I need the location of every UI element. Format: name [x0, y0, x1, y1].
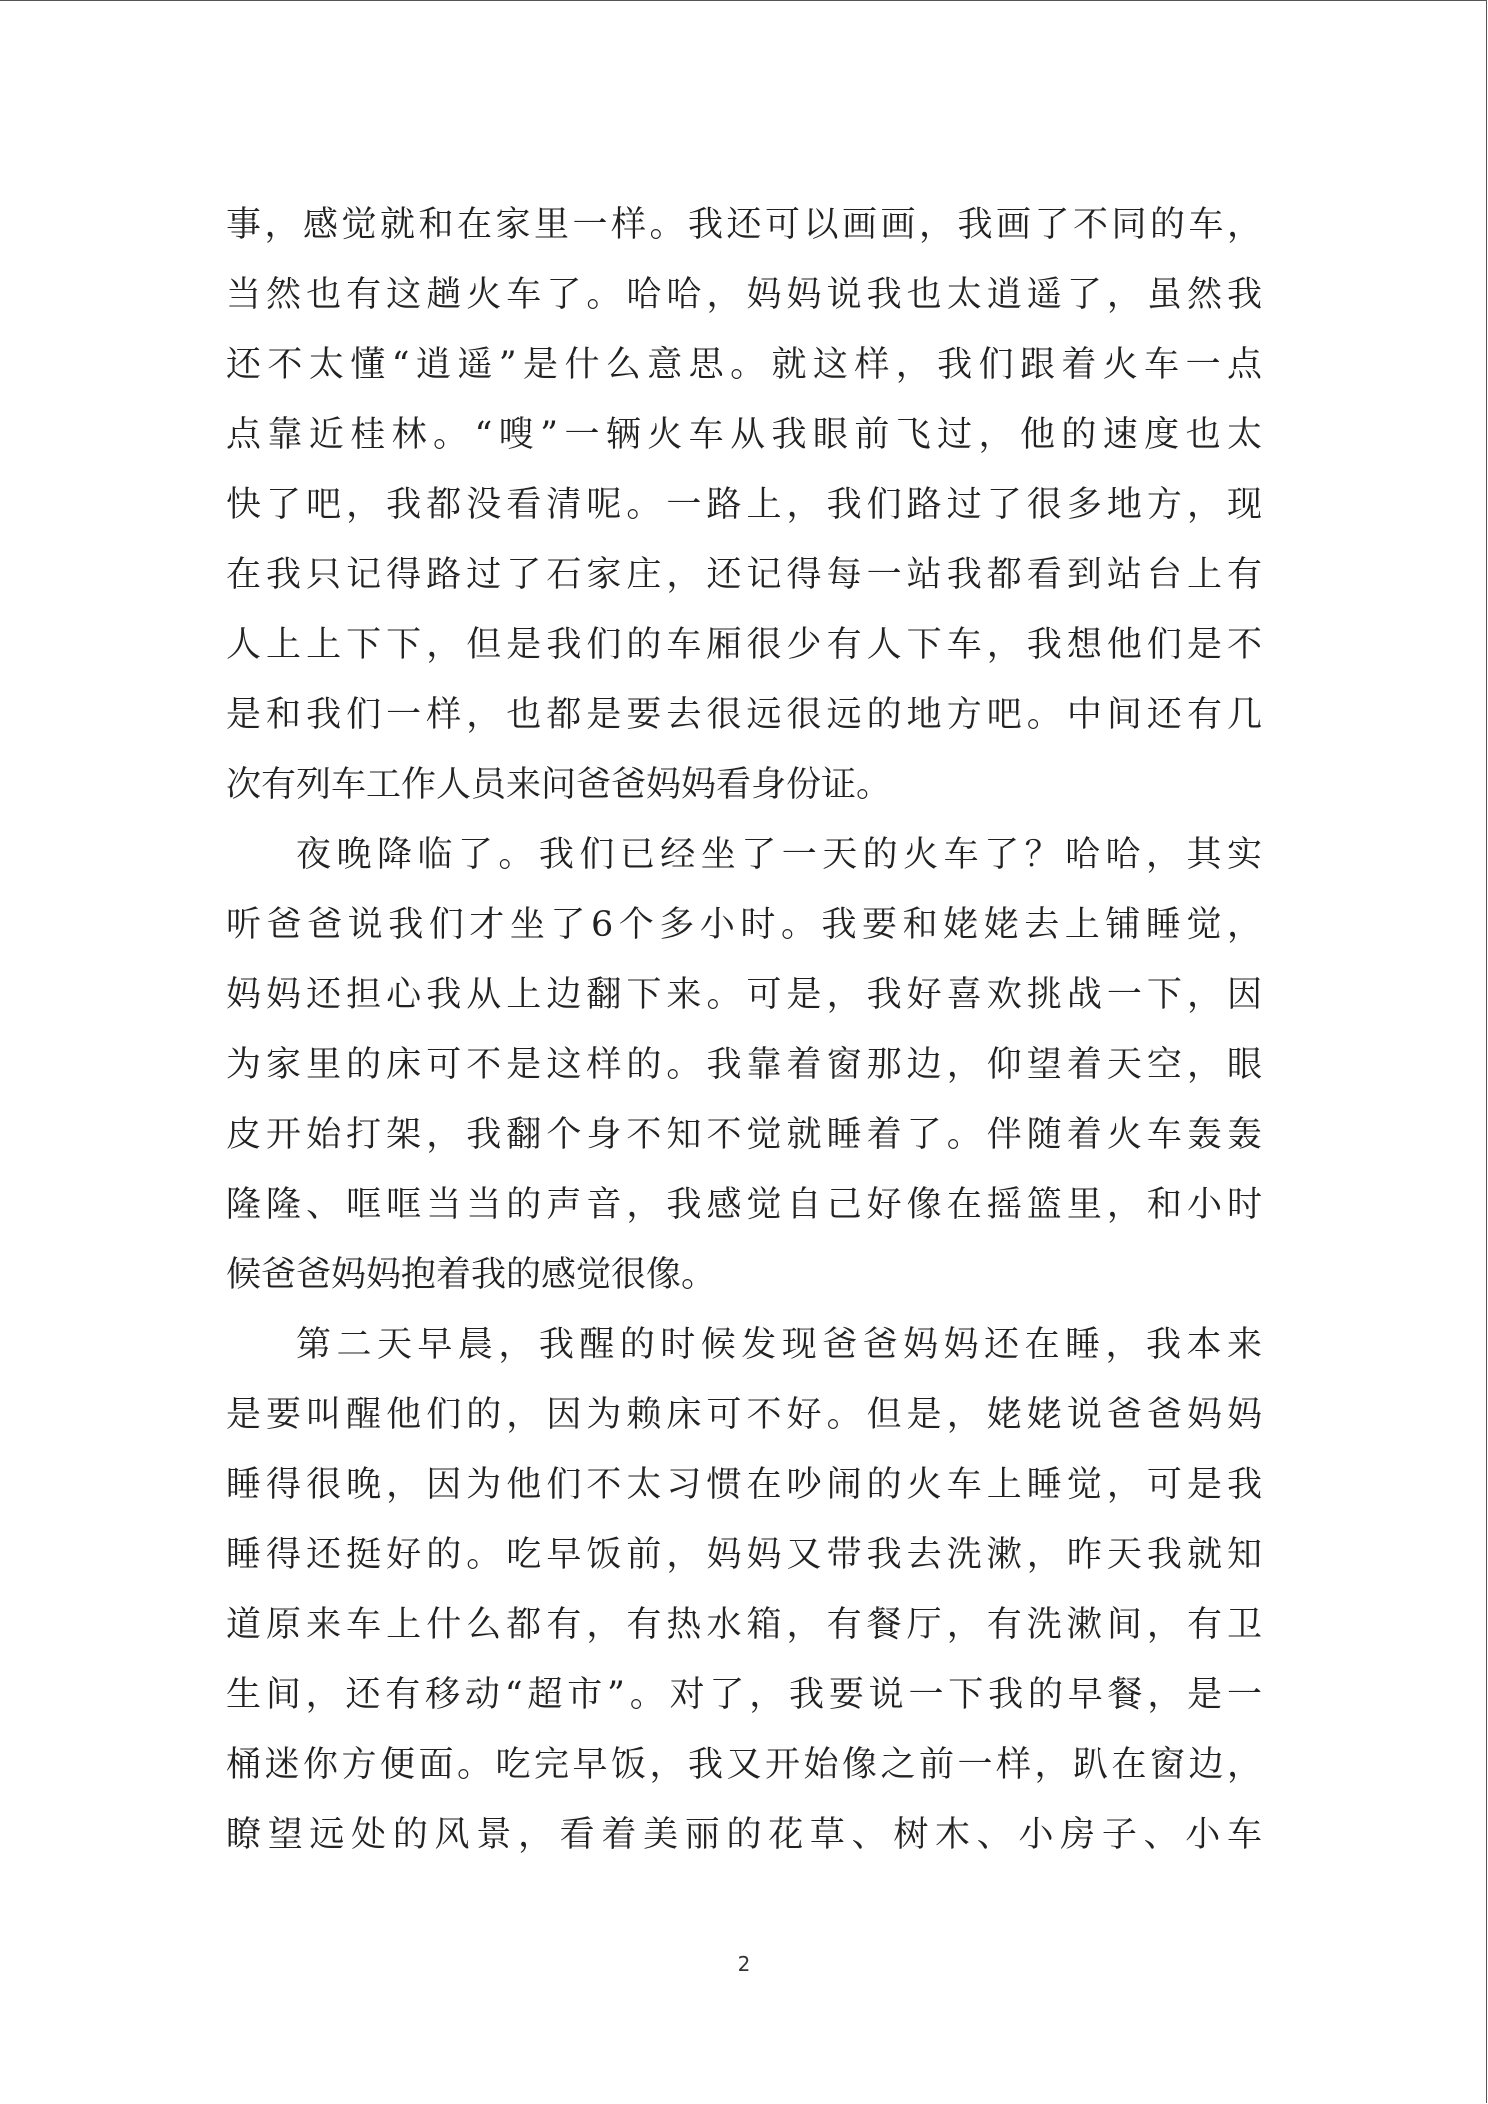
paragraph-3	[226, 1310, 1262, 1870]
text-line: 皮开始打架，我翻个身不知不觉就睡着了。伴随着火车轰轰	[226, 1115, 1262, 1155]
text-line: 为家里的床可不是这样的。我靠着窗那边，仰望着天空，眼	[226, 1045, 1262, 1085]
text-line: 人上上下下，但是我们的车厢很少有人下车，我想他们是不	[226, 625, 1262, 665]
text-line: 候爸爸妈妈抱着我的感觉很像。	[226, 1255, 717, 1295]
text-line: 是要叫醒他们的，因为赖床可不好。但是，姥姥说爸爸妈妈	[226, 1395, 1262, 1435]
text-line: 妈妈还担心我从上边翻下来。可是，我好喜欢挑战一下，因	[226, 975, 1262, 1015]
text-line: 生间，还有移动“超市”。对了，我要说一下我的早餐，是一	[226, 1675, 1262, 1715]
text-line: 当然也有这趟火车了。哈哈，妈妈说我也太逍遥了，虽然我	[226, 275, 1262, 315]
text-line: 次有列车工作人员来问爸爸妈妈看身份证。	[226, 765, 892, 805]
text-line: 睡得很晚，因为他们不太习惯在吵闹的火车上睡觉，可是我	[226, 1465, 1262, 1505]
text-line: 夜晚降临了。我们已经坐了一天的火车了？哈哈，其实	[296, 835, 1262, 875]
text-line: 隆隆、哐哐当当的声音，我感觉自己好像在摇篮里，和小时	[226, 1185, 1262, 1225]
page-number: 2	[737, 1952, 751, 1976]
text-line: 事，感觉就和在家里一样。我还可以画画，我画了不同的车，	[226, 205, 1262, 245]
text-line: 道原来车上什么都有，有热水箱，有餐厅，有洗漱间，有卫	[226, 1605, 1262, 1645]
text-line: 瞭望远处的风景，看着美丽的花草、树木、小房子、小车	[226, 1815, 1262, 1855]
document-body	[226, 190, 1262, 1870]
text-line: 是和我们一样，也都是要去很远很远的地方吧。中间还有几	[226, 695, 1262, 735]
paragraph-1	[226, 190, 1262, 820]
text-line: 第二天早晨，我醒的时候发现爸爸妈妈还在睡，我本来	[296, 1325, 1262, 1365]
text-line: 还不太懂“逍遥”是什么意思。就这样，我们跟着火车一点	[226, 345, 1262, 385]
text-line: 睡得还挺好的。吃早饭前，妈妈又带我去洗漱，昨天我就知	[226, 1535, 1262, 1575]
text-line: 桶迷你方便面。吃完早饭，我又开始像之前一样，趴在窗边，	[226, 1745, 1262, 1785]
paragraph-2	[226, 820, 1262, 1310]
text-line: 在我只记得路过了石家庄，还记得每一站我都看到站台上有	[226, 555, 1262, 595]
text-line: 听爸爸说我们才坐了6个多小时。我要和姥姥去上铺睡觉，	[226, 905, 1262, 945]
text-line: 点靠近桂林。“嗖”一辆火车从我眼前飞过，他的速度也太	[226, 415, 1262, 455]
text-line: 快了吧，我都没看清呢。一路上，我们路过了很多地方，现	[226, 485, 1262, 525]
